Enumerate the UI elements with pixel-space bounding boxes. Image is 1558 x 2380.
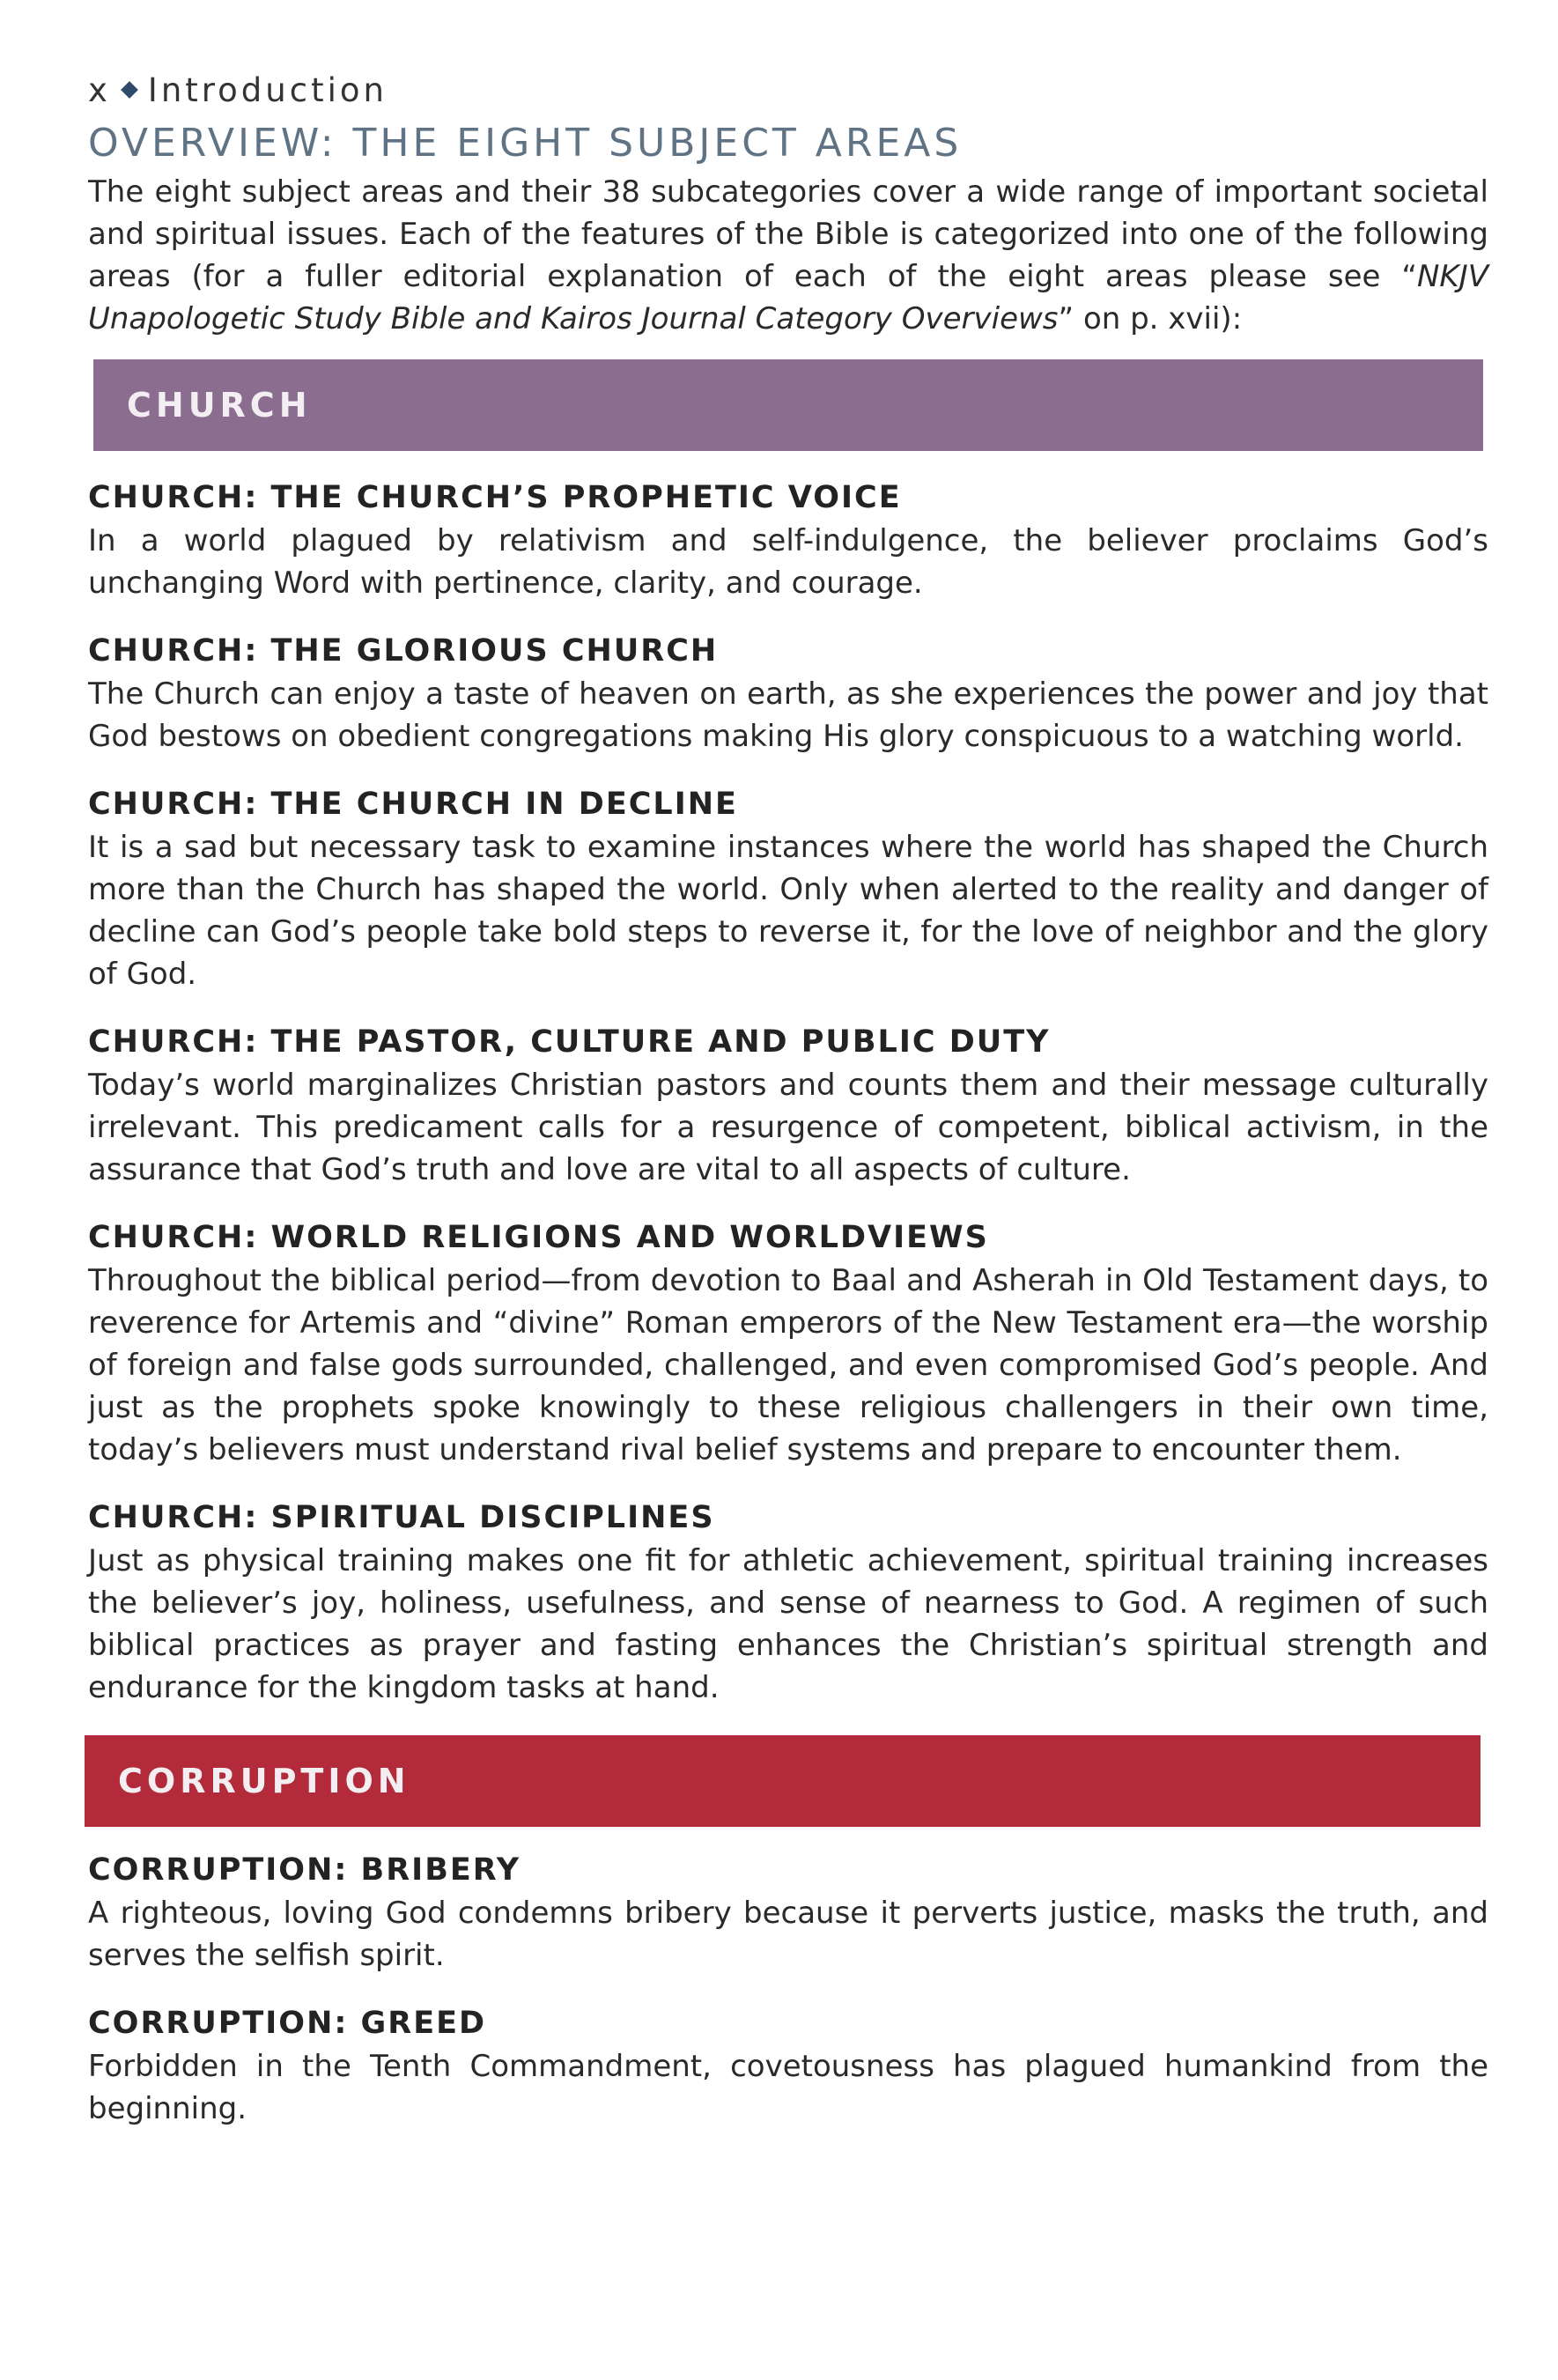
entry-text: Forbidden in the Tenth Commandment, covetousness has plagued humankind from the beginning. [88,2049,1488,2126]
overview-title: OVERVIEW: THE EIGHT SUBJECT AREAS [88,121,963,166]
entry-text: Today’s world marginalizes Christian pastors and counts them and their message culturally irrelevant. This predicament calls for a resurgence of competent, biblical activism, in the assurance that God’s truth and love are vital to all aspects of culture. [88,1068,1488,1187]
entry-heading: CORRUPTION: GREED [88,2006,487,2041]
intro-italic-title: NKJV Unapologetic Study Bible and Kairos Journal Category Overviews [88,259,1488,336]
entry-text: The Church can enjoy a taste of heaven on earth, as she experiences the power and joy that God bestows on obedient congregations making His glory conspicuous to a watching world. [88,676,1488,754]
corruption-banner [85,1735,1480,1827]
corruption-banner-label: CORRUPTION [118,1762,410,1800]
entry-heading: CHURCH: THE PASTOR, CULTURE AND PUBLIC DUTY [88,1024,1051,1060]
church-entry [88,1496,1488,1709]
entry-text: A righteous, loving God condemns bribery because it perverts justice, masks the truth, and serves the selfish spirit. [88,1896,1488,1973]
diamond-icon [121,81,138,99]
church-banner [93,359,1483,451]
entry-text: Just as physical training makes one fit for athletic achievement, spiritual training increases the believer’s joy, holiness, usefulness, and sense of nearness to God. A regimen of such biblical practices as prayer and fasting enhances the Christian’s spiritual strength and endurance for the kingdom tasks at hand. [88,1543,1488,1705]
entry-heading: CHURCH: THE CHURCH’S PROPHETIC VOICE [88,480,902,515]
entry-heading: CHURCH: THE GLORIOUS CHURCH [88,633,719,669]
intro-text-end: ” on p. xvii): [1058,301,1243,336]
church-entry [88,476,1488,604]
entry-heading: CORRUPTION: BRIBERY [88,1852,521,1888]
church-entry [88,1216,1488,1471]
entry-text: Throughout the biblical period—from devotion to Baal and Asherah in Old Testament days, to reverence for Artemis and “divine” Roman emperors of the New Testament era—the worship of foreign and false gods surrounded, challenged, and even compromised God’s people. And just as the prophets spoke knowingly to these religious challengers in their own time, today’s believers must understand rival belief systems and prepare to encounter them. [88,1263,1488,1467]
entry-heading: CHURCH: THE CHURCH IN DECLINE [88,787,738,822]
running-head [88,69,1488,113]
church-entry [88,782,1488,995]
intro-text-start: The eight subject areas and their 38 subcategories cover a wide range of important societal and spiritual issues. Each of the features of the Bible is categorized into one of the following areas (for a fuller editorial explanation of each of the eight areas please see “ [88,174,1488,294]
corruption-entry [88,2001,1488,2130]
church-entry [88,1020,1488,1191]
entry-heading: CHURCH: WORLD RELIGIONS AND WORLDVIEWS [88,1220,989,1255]
running-head-section: Introduction [147,71,388,109]
church-entry [88,629,1488,758]
page-number: x [88,71,111,109]
corruption-entry [88,1848,1488,1977]
book-page [88,69,1488,2130]
entry-text: In a world plagued by relativism and self-indulgence, the believer proclaims God’s unchanging Word with pertinence, clarity, and courage. [88,523,1488,601]
church-banner-label: CHURCH [127,386,312,425]
entry-text: It is a sad but necessary task to examine instances where the world has shaped the Church more than the Church has shaped the world. Only when alerted to the reality and danger of decline can God’s people take bold steps to reverse it, for the love of neighbor and the glory of God. [88,830,1488,992]
entry-heading: CHURCH: SPIRITUAL DISCIPLINES [88,1500,715,1535]
overview-intro [88,171,1488,340]
